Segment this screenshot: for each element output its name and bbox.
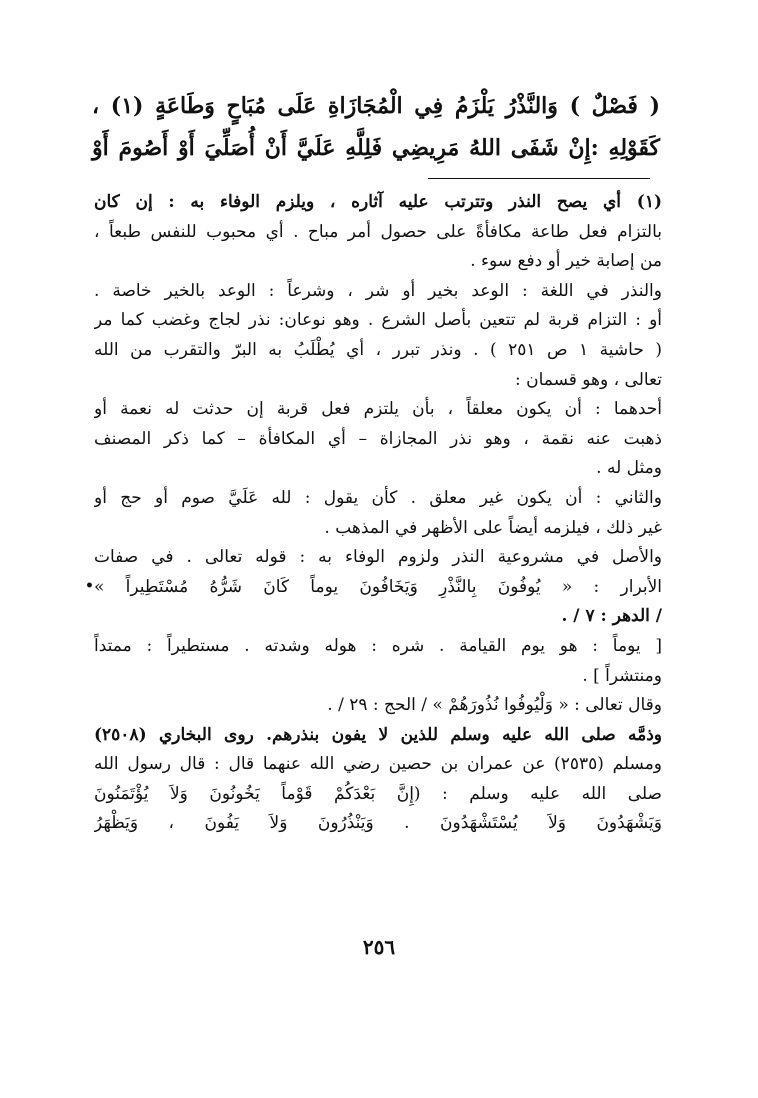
- footnote-line-17: ومنتشراً ] .: [582, 665, 662, 686]
- footnote-line-1: (١) أي يصح النذر وتترتب عليه آثاره ، ويلزم الوفاء به : إن كان: [94, 192, 662, 212]
- footnote-line-11: والثاني : أن يكون غير معلق . كأن يقول : لله عَلَيَّ صوم أو حج أو: [94, 487, 662, 508]
- margin-dot-mark: •: [85, 578, 94, 594]
- footnote-line-6: ( حاشية ١ ص ٢٥١ ) . ونذر تبرر ، أي يُطْلَبُ به البرّ والتقرب من الله: [94, 339, 662, 360]
- footnote-line-18: وقال تعالى : « وَلْيُوفُوا نُذُورَهُمْ » / الحج : ٢٩ / .: [327, 695, 662, 716]
- footnote-line-8: أحدهما : أن يكون معلقاً ، بأن يلتزم فعل قربة إن حدثت له نعمة أو: [94, 399, 662, 420]
- footnote-line-4: والنذر في اللغة : الوعد بخير أو شر ، وشرعاً : الوعد بالخير خاصة .: [94, 280, 662, 301]
- footnote-line-3: من إصابة خير أو دفع سوء .: [470, 251, 662, 272]
- footnote-line-5: أو : التزام قربة لم تتعين بأصل الشرع . وهو نوعان: نذر لجاج وغضب كما مر: [94, 310, 662, 331]
- footnote-line-20: ومسلم (٢٥٣٥) عن عمران بن حصين رضي الله عنهما قال : قال رسول الله: [94, 754, 662, 775]
- footnote-line-22: وَيَشْهَدُونَ وَلاَ يُسْتَشْهَدُونَ . وَيَنْذُرُونَ وَلاَ يَفُونَ ، وَيَظْهَرُ: [94, 813, 662, 834]
- footnotes-block: [94, 188, 662, 839]
- main-text-line-1: ( فَصْلٌ ) وَالنَّذْرُ يَلْزَمُ فِي الْمُجَازَاةِ عَلَى مُبَاحٍ وَطَاعَةٍ (١) ،: [92, 93, 660, 119]
- footnote-line-16: [ يوماً : هو يوم القيامة . شره : هوله وشدته . مستطيراً : ممتداً: [94, 635, 662, 656]
- footnote-line-7: تعالى ، وهو قسمان :: [514, 369, 662, 390]
- page-number: ٢٥٦: [362, 935, 396, 959]
- footnote-line-14: الأبرار : « يُوفُونَ بِالنَّذْرِ وَيَخَافُونَ يوماً كَانَ شَرُّهُ مُسْتَطِيراً »: [94, 576, 662, 597]
- footnote-line-13: والأصل في مشروعية النذر ولزوم الوفاء به : قوله تعالى . في صفات: [94, 547, 662, 568]
- footnote-separator-rule: [428, 178, 650, 179]
- footnote-line-9: ذهبت عنه نقمة ، وهو نذر المجازاة – أي المكافأة – كما ذكر المصنف: [94, 428, 662, 449]
- main-text-line-2: كَقَوْلِهِ :إِنْ شَفَى اللهُ مَرِيضِي فَلِلَّهِ عَلَيَّ أَنْ أُصَلِّيَ أَوْ أَصُومَ أَوْ: [92, 135, 660, 161]
- footnote-line-12: غير ذلك ، فيلزمه أيضاً على الأظهر في المذهب .: [324, 517, 662, 538]
- footnote-line-2: بالتزام فعل طاعة مكافأةً على حصول أمر مباح . أي محبوب للنفس طبعاً ،: [94, 221, 662, 242]
- footnote-line-10: ومثل له .: [596, 458, 662, 479]
- footnote-line-19: وذمَّه صلى الله عليه وسلم للذين لا يفون بنذرهم. روى البخاري (٢٥٠٨): [94, 724, 662, 745]
- footnote-line-21: صلى الله عليه وسلم : (إِنَّ بَعْدَكُمْ قَوْماً يَخُونُونَ وَلاَ يُؤْتَمَنُونَ: [94, 783, 662, 804]
- footnote-line-15: / الدهر : ٧ / .: [561, 606, 662, 627]
